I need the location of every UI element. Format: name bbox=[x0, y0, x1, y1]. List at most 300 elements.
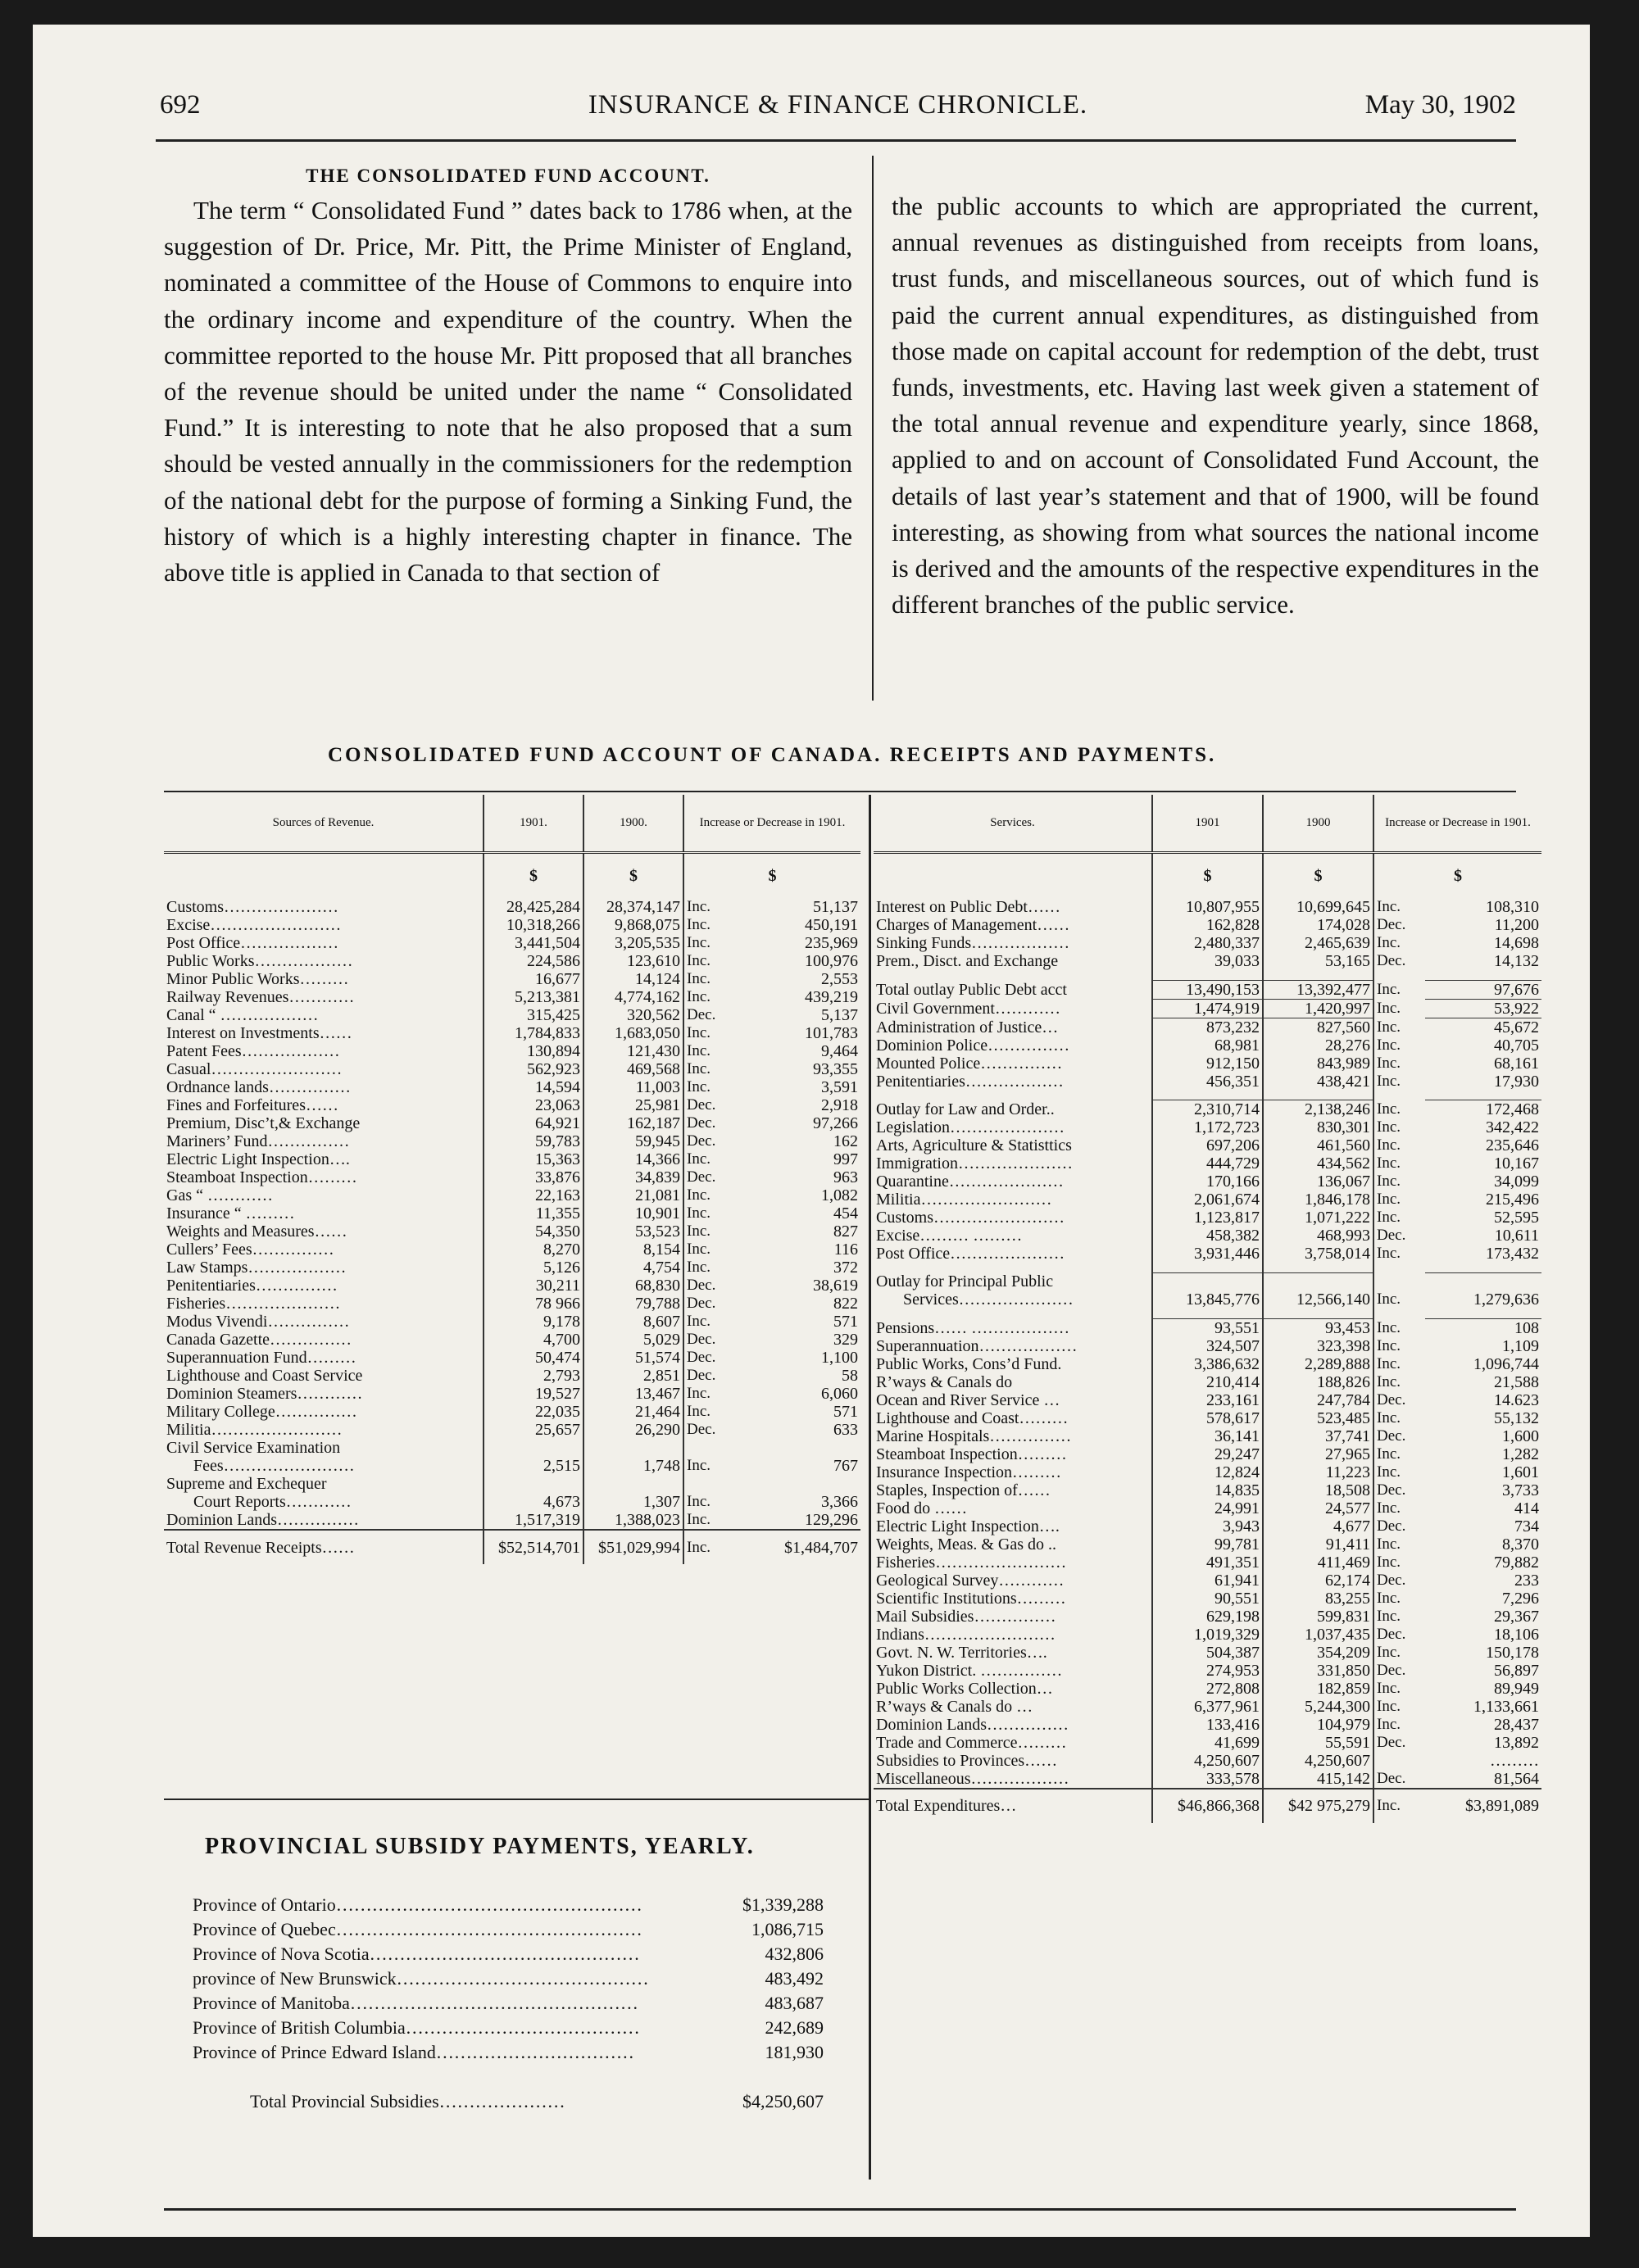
change-amount: 79,882 bbox=[1494, 1553, 1539, 1572]
change-amount: 233 bbox=[1514, 1571, 1539, 1590]
change-direction: Inc. bbox=[1377, 898, 1401, 915]
change-direction: Inc. bbox=[687, 988, 711, 1005]
province-name: Province of Prince Edward Island…………………………… bbox=[193, 2042, 634, 2062]
value-1901 bbox=[484, 1439, 583, 1457]
revenue-row bbox=[164, 934, 860, 952]
change-amount: 93,355 bbox=[813, 1060, 858, 1078]
change-amount: 162 bbox=[833, 1132, 858, 1150]
spacer-cell bbox=[1425, 970, 1541, 980]
value-1901: 28,425,284 bbox=[484, 898, 583, 916]
row-label: Post Office……………… bbox=[164, 934, 484, 952]
row-label: Customs…………………… bbox=[874, 1209, 1152, 1227]
service-row bbox=[874, 980, 1541, 999]
service-row bbox=[874, 1018, 1541, 1036]
value-1901: 5,126 bbox=[484, 1259, 583, 1277]
service-row bbox=[874, 1644, 1541, 1662]
revenue-row bbox=[164, 1511, 860, 1530]
revenue-row bbox=[164, 1367, 860, 1385]
change-direction: Dec. bbox=[687, 1168, 716, 1186]
province-name: Province of Quebec…………………………………………… bbox=[193, 1919, 642, 1939]
bottom-rule bbox=[164, 2208, 1516, 2211]
row-label: Insurance Inspection……… bbox=[874, 1463, 1152, 1481]
row-label: Electric Light Inspection…. bbox=[874, 1517, 1152, 1535]
value-1900: 1,748 bbox=[583, 1457, 683, 1475]
row-label: Electric Light Inspection…. bbox=[164, 1150, 484, 1168]
row-label: R’ways & Canals do … bbox=[874, 1698, 1152, 1716]
revenue-row bbox=[164, 1457, 860, 1475]
value-1900: 323,398 bbox=[1263, 1337, 1373, 1355]
change-direction: Inc. bbox=[1377, 1372, 1401, 1390]
service-row bbox=[874, 1698, 1541, 1716]
value-1901: 629,198 bbox=[1152, 1608, 1263, 1626]
row-label: Weights and Measures…… bbox=[164, 1222, 484, 1241]
value-1900: 34,839 bbox=[583, 1168, 683, 1186]
value-1900: 3,758,014 bbox=[1263, 1245, 1373, 1263]
value-1900: 162,187 bbox=[583, 1114, 683, 1132]
service-row bbox=[874, 1154, 1541, 1173]
change-direction: Inc. bbox=[1377, 1118, 1401, 1136]
services-table bbox=[874, 795, 1541, 1823]
value-1901: 22,163 bbox=[484, 1186, 583, 1204]
value-1900: 53,165 bbox=[1263, 952, 1373, 970]
spacer-cell bbox=[1263, 970, 1373, 980]
change-amount: 51,137 bbox=[813, 898, 858, 916]
total-1901: $52,514,701 bbox=[484, 1530, 583, 1564]
revenue-row bbox=[164, 1168, 860, 1186]
row-label: Steamboat Inspection……… bbox=[164, 1168, 484, 1186]
value-1900: 104,979 bbox=[1263, 1716, 1373, 1734]
change-amount: 10,611 bbox=[1494, 1227, 1539, 1245]
value-1900: 68,830 bbox=[583, 1277, 683, 1295]
value-1900: 411,469 bbox=[1263, 1554, 1373, 1572]
value-1900: 4,677 bbox=[1263, 1517, 1373, 1535]
row-label: Charges of Management…… bbox=[874, 916, 1152, 934]
value-1900: 4,250,607 bbox=[1263, 1752, 1373, 1770]
subsidy-amount: 181,930 bbox=[765, 2042, 824, 2062]
row-label: Dominion Lands…………… bbox=[164, 1511, 484, 1530]
change-amount: 97,676 bbox=[1425, 980, 1541, 999]
row-label: Penitentiaries…………… bbox=[164, 1277, 484, 1295]
row-label: Scientific Institutions……… bbox=[874, 1590, 1152, 1608]
value-1900: 28,276 bbox=[1263, 1036, 1373, 1055]
row-label: Fines and Forfeitures…… bbox=[164, 1096, 484, 1114]
value-1900: 51,574 bbox=[583, 1349, 683, 1367]
change-direction: Inc. bbox=[1377, 1136, 1401, 1154]
service-row bbox=[874, 1427, 1541, 1445]
value-1900: 2,465,639 bbox=[1263, 934, 1373, 952]
revenue-row bbox=[164, 1259, 860, 1277]
change-amount: 40,705 bbox=[1494, 1036, 1539, 1055]
change-amount bbox=[738, 1439, 860, 1457]
change-amount: ……… bbox=[1490, 1751, 1539, 1770]
value-1901: 5,213,381 bbox=[484, 988, 583, 1006]
service-row bbox=[874, 916, 1541, 934]
value-1900: 843,989 bbox=[1263, 1055, 1373, 1073]
total-1900: $42 975,279 bbox=[1263, 1789, 1373, 1823]
change-direction: Inc. bbox=[687, 934, 711, 951]
table-top-rule bbox=[164, 791, 1516, 792]
value-1900: 320,562 bbox=[583, 1006, 683, 1024]
value-1901: 697,206 bbox=[1152, 1136, 1263, 1154]
value-1901: 33,876 bbox=[484, 1168, 583, 1186]
change-direction: Inc. bbox=[687, 952, 711, 969]
row-label: Public Works……………… bbox=[164, 952, 484, 970]
value-1901: 170,166 bbox=[1152, 1173, 1263, 1191]
article-text-1: The term “ Consolidated Fund ” dates back to 1786 when, at the suggestion of Dr. Price, Mr. Pitt, the Prime Minister of England, nominated a committee of the House of Commons to enquire into the ordinary income and expenditure of the country. When the committee reported to the house Mr. Pitt proposed that all branches of the revenue should be united under the name “ Consolidated Fund.” It is interesting to note that he also proposed that a sum should be vested annually in the commissioners for the redemption of the national debt for the purpose of forming a Sinking Fund, the history of which is a highly interesting chapter in finance. The above title is applied in Canada to that section of bbox=[164, 196, 852, 587]
spacer-cell bbox=[1263, 1091, 1373, 1100]
value-1900 bbox=[583, 1439, 683, 1457]
service-row bbox=[874, 1391, 1541, 1409]
value-1900: 37,741 bbox=[1263, 1427, 1373, 1445]
change-amount: 173,432 bbox=[1486, 1245, 1539, 1263]
change-direction: Dec. bbox=[687, 1277, 716, 1294]
row-label: Lighthouse and Coast……… bbox=[874, 1409, 1152, 1427]
revenue-row bbox=[164, 952, 860, 970]
change-direction: Inc. bbox=[1377, 1463, 1401, 1481]
value-1901: 12,824 bbox=[1152, 1463, 1263, 1481]
provincial-row bbox=[193, 1942, 824, 1966]
value-1900: 12,566,140 bbox=[1263, 1290, 1373, 1309]
value-1901: 130,894 bbox=[484, 1042, 583, 1060]
value-1901: 1,517,319 bbox=[484, 1511, 583, 1530]
change-amount: 9,464 bbox=[821, 1042, 858, 1060]
value-1901: 2,480,337 bbox=[1152, 934, 1263, 952]
revenue-row bbox=[164, 1277, 860, 1295]
change-direction: Inc. bbox=[1377, 1290, 1401, 1308]
value-1900: 136,067 bbox=[1263, 1173, 1373, 1191]
provincial-row bbox=[193, 1991, 824, 2016]
spacer-cell bbox=[874, 970, 1152, 980]
spacer-cell bbox=[1152, 970, 1263, 980]
change-direction: Dec. bbox=[1377, 1661, 1406, 1679]
row-label: Quarantine………………… bbox=[874, 1173, 1152, 1191]
change-amount: 52,595 bbox=[1494, 1209, 1539, 1227]
revenue-header-1901: 1901. bbox=[484, 795, 583, 852]
value-1901: 64,921 bbox=[484, 1114, 583, 1132]
spacer-cell bbox=[1152, 1091, 1263, 1100]
row-label: Excise……… ……… bbox=[874, 1227, 1152, 1245]
value-1901: 9,178 bbox=[484, 1313, 583, 1331]
value-1900: 461,560 bbox=[1263, 1136, 1373, 1154]
value-1900: 1,037,435 bbox=[1263, 1626, 1373, 1644]
change-direction: Inc. bbox=[687, 1241, 711, 1258]
value-1900: 21,464 bbox=[583, 1403, 683, 1421]
revenue-row bbox=[164, 1006, 860, 1024]
change-direction: Dec. bbox=[687, 1295, 716, 1312]
value-1901: 2,061,674 bbox=[1152, 1191, 1263, 1209]
row-label: Modus Vivendi…………… bbox=[164, 1313, 484, 1331]
value-1900: 1,388,023 bbox=[583, 1511, 683, 1530]
row-label: Dominion Steamers………… bbox=[164, 1385, 484, 1403]
row-label: Dominion Lands…………… bbox=[874, 1716, 1152, 1734]
change-amount: 10,167 bbox=[1494, 1154, 1539, 1173]
change-direction: Inc. bbox=[687, 898, 711, 915]
value-1901: 3,386,632 bbox=[1152, 1355, 1263, 1373]
currency-row bbox=[164, 852, 860, 898]
spacer-cell bbox=[1373, 1309, 1425, 1318]
value-1901: 19,527 bbox=[484, 1385, 583, 1403]
total-row bbox=[874, 1789, 1541, 1823]
value-1900: 93,453 bbox=[1263, 1318, 1373, 1337]
change-amount: 97,266 bbox=[813, 1114, 858, 1132]
row-label: Casual…………………… bbox=[164, 1060, 484, 1078]
row-label: Geological Survey………… bbox=[874, 1572, 1152, 1590]
subsidy-amount: 432,806 bbox=[765, 1944, 824, 1964]
change-direction: Dec. bbox=[1377, 1517, 1406, 1535]
change-amount: 14,698 bbox=[1494, 934, 1539, 952]
article-column-1 bbox=[164, 160, 852, 591]
value-1901: 1,123,817 bbox=[1152, 1209, 1263, 1227]
revenue-row bbox=[164, 1403, 860, 1421]
issue-date: May 30, 1902 bbox=[1364, 90, 1516, 120]
change-amount: 571 bbox=[833, 1313, 858, 1331]
change-amount: 29,367 bbox=[1494, 1607, 1539, 1626]
service-row bbox=[874, 1337, 1541, 1355]
value-1901: 162,828 bbox=[1152, 916, 1263, 934]
publication-title: INSURANCE & FINANCE CHRONICLE. bbox=[588, 90, 1088, 120]
provincial-list bbox=[193, 1893, 824, 2114]
value-1901: 13,845,776 bbox=[1152, 1290, 1263, 1309]
total-direction: Inc. bbox=[1373, 1789, 1425, 1823]
change-direction: Dec. bbox=[1377, 1733, 1406, 1751]
change-direction: Inc. bbox=[1377, 1354, 1401, 1372]
row-spacer bbox=[874, 970, 1541, 980]
value-1900: 599,831 bbox=[1263, 1608, 1373, 1626]
change-direction: Inc. bbox=[1377, 1535, 1401, 1553]
service-row bbox=[874, 1136, 1541, 1154]
spacer-cell bbox=[874, 1263, 1152, 1272]
value-1901: 2,515 bbox=[484, 1457, 583, 1475]
value-1900: 14,124 bbox=[583, 970, 683, 988]
change-amount: 767 bbox=[833, 1457, 858, 1475]
value-1900: 59,945 bbox=[583, 1132, 683, 1150]
value-1900: 10,699,645 bbox=[1263, 898, 1373, 916]
revenue-header-1900: 1900. bbox=[583, 795, 683, 852]
change-amount: 1,282 bbox=[1502, 1445, 1539, 1463]
service-row bbox=[874, 1445, 1541, 1463]
change-amount: 108 bbox=[1425, 1318, 1541, 1337]
change-amount: 129,296 bbox=[805, 1511, 858, 1529]
change-amount: 6,060 bbox=[821, 1385, 858, 1403]
row-label: Legislation………………… bbox=[874, 1118, 1152, 1136]
value-1900: 469,568 bbox=[583, 1060, 683, 1078]
row-label: Superannuation……………… bbox=[874, 1337, 1152, 1355]
change-direction: Dec. bbox=[687, 1096, 716, 1114]
subsidy-amount: 483,492 bbox=[765, 1968, 824, 1989]
change-amount: 34,099 bbox=[1494, 1173, 1539, 1191]
value-1900: 83,255 bbox=[1263, 1590, 1373, 1608]
article-text-2: the public accounts to which are appropriated the current, annual revenues as distinguished from receipts from loans, trust funds, and miscellaneous sources, out of which fund is paid the current annual expenditures, as distinguished from those made on capital account for redemption of the debt, trust funds, investments, etc. Having last week given a statement of the total annual revenue and expenditure yearly, since 1868, applied to and on account of Consolidated Fund Account, the details of last year’s statement and that of 1900, will be found interesting, as showing from what sources the national income is derived and the amounts of the respective expenditures in the different branches of the public service. bbox=[892, 192, 1539, 619]
subsidy-amount: 1,086,715 bbox=[751, 1919, 824, 1939]
provincial-row bbox=[193, 2016, 824, 2040]
total-change: $1,484,707 bbox=[738, 1530, 860, 1564]
service-row bbox=[874, 934, 1541, 952]
value-1900: 468,993 bbox=[1263, 1227, 1373, 1245]
row-label: Militia…………………… bbox=[874, 1191, 1152, 1209]
row-label: Marine Hospitals…………… bbox=[874, 1427, 1152, 1445]
value-1900: 5,029 bbox=[583, 1331, 683, 1349]
change-direction: Inc. bbox=[1377, 981, 1401, 998]
value-1901 bbox=[1152, 1272, 1263, 1290]
value-1900: 182,859 bbox=[1263, 1680, 1373, 1698]
row-label: Ordnance lands…………… bbox=[164, 1078, 484, 1096]
value-1901: 458,382 bbox=[1152, 1227, 1263, 1245]
change-direction: Inc. bbox=[1377, 1100, 1401, 1118]
change-direction: Inc. bbox=[687, 1024, 711, 1041]
table-title: CONSOLIDATED FUND ACCOUNT OF CANADA. RECEIPTS AND PAYMENTS. bbox=[328, 744, 1217, 766]
revenue-row bbox=[164, 1060, 860, 1078]
subsidy-amount: 483,687 bbox=[765, 1993, 824, 2013]
row-label: Arts, Agriculture & Statisttics bbox=[874, 1136, 1152, 1154]
row-spacer bbox=[874, 1091, 1541, 1100]
value-1900: 523,485 bbox=[1263, 1409, 1373, 1427]
change-direction: Inc. bbox=[687, 1150, 711, 1168]
row-label: Customs………………… bbox=[164, 898, 484, 916]
change-amount: 235,646 bbox=[1486, 1136, 1539, 1154]
change-direction: Inc. bbox=[1377, 1697, 1401, 1715]
value-1900: 174,028 bbox=[1263, 916, 1373, 934]
row-label: Military College…………… bbox=[164, 1403, 484, 1421]
currency-row bbox=[874, 852, 1541, 898]
value-1900: 10,901 bbox=[583, 1204, 683, 1222]
change-amount: 329 bbox=[833, 1331, 858, 1349]
value-1900: 27,965 bbox=[1263, 1445, 1373, 1463]
service-row bbox=[874, 1770, 1541, 1789]
row-label: Militia…………………… bbox=[164, 1421, 484, 1439]
row-label: Cullers’ Fees…………… bbox=[164, 1241, 484, 1259]
service-row bbox=[874, 1716, 1541, 1734]
revenue-row bbox=[164, 970, 860, 988]
change-direction: Dec. bbox=[1377, 1390, 1406, 1408]
revenue-row bbox=[164, 1114, 860, 1132]
subsidy-amount: 242,689 bbox=[765, 2017, 824, 2038]
row-label: Fisheries………………… bbox=[164, 1295, 484, 1313]
revenue-row bbox=[164, 1493, 860, 1511]
change-amount: 18,106 bbox=[1494, 1625, 1539, 1644]
value-1901: 16,677 bbox=[484, 970, 583, 988]
revenue-table bbox=[164, 795, 860, 1564]
change-amount: 101,783 bbox=[805, 1024, 858, 1042]
provincial-total-label: Total Provincial Subsidies………………… bbox=[250, 2091, 565, 2112]
value-1900: 79,788 bbox=[583, 1295, 683, 1313]
service-row bbox=[874, 1209, 1541, 1227]
change-direction bbox=[683, 1475, 738, 1493]
value-1901: 1,784,833 bbox=[484, 1024, 583, 1042]
provincial-row bbox=[193, 1966, 824, 1991]
change-direction bbox=[1373, 1272, 1425, 1290]
change-direction: Inc. bbox=[1377, 1643, 1401, 1661]
article-title: THE CONSOLIDATED FUND ACCOUNT. bbox=[306, 166, 711, 186]
services-header-1900: 1900 bbox=[1263, 795, 1373, 852]
value-1901: 2,793 bbox=[484, 1367, 583, 1385]
change-amount: 372 bbox=[833, 1259, 858, 1277]
value-1900: 62,174 bbox=[1263, 1572, 1373, 1590]
change-amount: 734 bbox=[1514, 1517, 1539, 1535]
total-label: Total Revenue Receipts…… bbox=[164, 1530, 484, 1564]
value-1900: 91,411 bbox=[1263, 1535, 1373, 1554]
header-rule bbox=[156, 139, 1516, 142]
change-direction: Inc. bbox=[1377, 1607, 1401, 1625]
spacer-cell bbox=[1152, 1309, 1263, 1318]
change-direction: Inc. bbox=[1377, 1408, 1401, 1427]
revenue-row bbox=[164, 1150, 860, 1168]
value-1900: 13,467 bbox=[583, 1385, 683, 1403]
change-amount: 58 bbox=[842, 1367, 858, 1385]
change-direction: Dec. bbox=[1377, 916, 1406, 933]
page-number: 692 bbox=[160, 90, 201, 120]
spacer-cell bbox=[1263, 1263, 1373, 1272]
province-name: province of New Brunswick…………………………………… bbox=[193, 1968, 649, 1989]
change-amount: 1,096,744 bbox=[1473, 1354, 1539, 1373]
service-row bbox=[874, 1227, 1541, 1245]
row-label: Sinking Funds……………… bbox=[874, 934, 1152, 952]
service-row bbox=[874, 1245, 1541, 1263]
service-row bbox=[874, 1073, 1541, 1091]
services-header-change: Increase or Decrease in 1901. bbox=[1373, 795, 1541, 852]
value-1901: 25,657 bbox=[484, 1421, 583, 1439]
change-direction: Inc. bbox=[1377, 1445, 1401, 1463]
value-1901: 68,981 bbox=[1152, 1036, 1263, 1055]
value-1900: 2,851 bbox=[583, 1367, 683, 1385]
change-amount: 17,930 bbox=[1494, 1072, 1539, 1091]
change-amount: 963 bbox=[833, 1168, 858, 1186]
value-1901: 210,414 bbox=[1152, 1373, 1263, 1391]
service-row bbox=[874, 1590, 1541, 1608]
currency-mark: $ bbox=[1152, 852, 1263, 898]
revenue-row bbox=[164, 1313, 860, 1331]
value-1900: 18,508 bbox=[1263, 1481, 1373, 1499]
change-direction: Inc. bbox=[1377, 1209, 1401, 1226]
row-label: Canal “ ……………… bbox=[164, 1006, 484, 1024]
change-amount: 8,370 bbox=[1502, 1535, 1539, 1554]
row-label: Fees…………………… bbox=[164, 1457, 484, 1475]
row-label: Miscellaneous……………… bbox=[874, 1770, 1152, 1789]
row-label: Excise…………………… bbox=[164, 916, 484, 934]
service-row bbox=[874, 1680, 1541, 1698]
service-row bbox=[874, 1036, 1541, 1055]
row-label: Subsidies to Provinces…… bbox=[874, 1752, 1152, 1770]
change-direction: Inc. bbox=[687, 1222, 711, 1240]
value-1900: 1,071,222 bbox=[1263, 1209, 1373, 1227]
newspaper-page bbox=[33, 25, 1590, 2237]
provincial-row bbox=[193, 1893, 824, 1917]
value-1901: 4,250,607 bbox=[1152, 1752, 1263, 1770]
row-label: Canada Gazette…………… bbox=[164, 1331, 484, 1349]
value-1901: 873,232 bbox=[1152, 1018, 1263, 1036]
change-direction: Inc. bbox=[1377, 1018, 1401, 1036]
value-1901: 99,781 bbox=[1152, 1535, 1263, 1554]
change-amount: 89,949 bbox=[1494, 1679, 1539, 1698]
change-direction: Inc. bbox=[1377, 1154, 1401, 1172]
value-1901: 29,247 bbox=[1152, 1445, 1263, 1463]
value-1901: 22,035 bbox=[484, 1403, 583, 1421]
row-label: R’ways & Canals do bbox=[874, 1373, 1152, 1391]
value-1901: 3,943 bbox=[1152, 1517, 1263, 1535]
row-label: Civil Service Examination bbox=[164, 1439, 484, 1457]
center-table-divider bbox=[869, 795, 871, 2180]
value-1900: 13,392,477 bbox=[1263, 980, 1373, 999]
change-amount: 21,588 bbox=[1494, 1372, 1539, 1391]
revenue-row bbox=[164, 916, 860, 934]
value-1901: 10,807,955 bbox=[1152, 898, 1263, 916]
service-row bbox=[874, 1499, 1541, 1517]
value-1900: 8,154 bbox=[583, 1241, 683, 1259]
row-label: Ocean and River Service … bbox=[874, 1391, 1152, 1409]
value-1900: 21,081 bbox=[583, 1186, 683, 1204]
change-direction: Dec. bbox=[687, 1367, 716, 1384]
change-direction: Inc. bbox=[1377, 1679, 1401, 1697]
change-direction: Inc. bbox=[687, 970, 711, 987]
